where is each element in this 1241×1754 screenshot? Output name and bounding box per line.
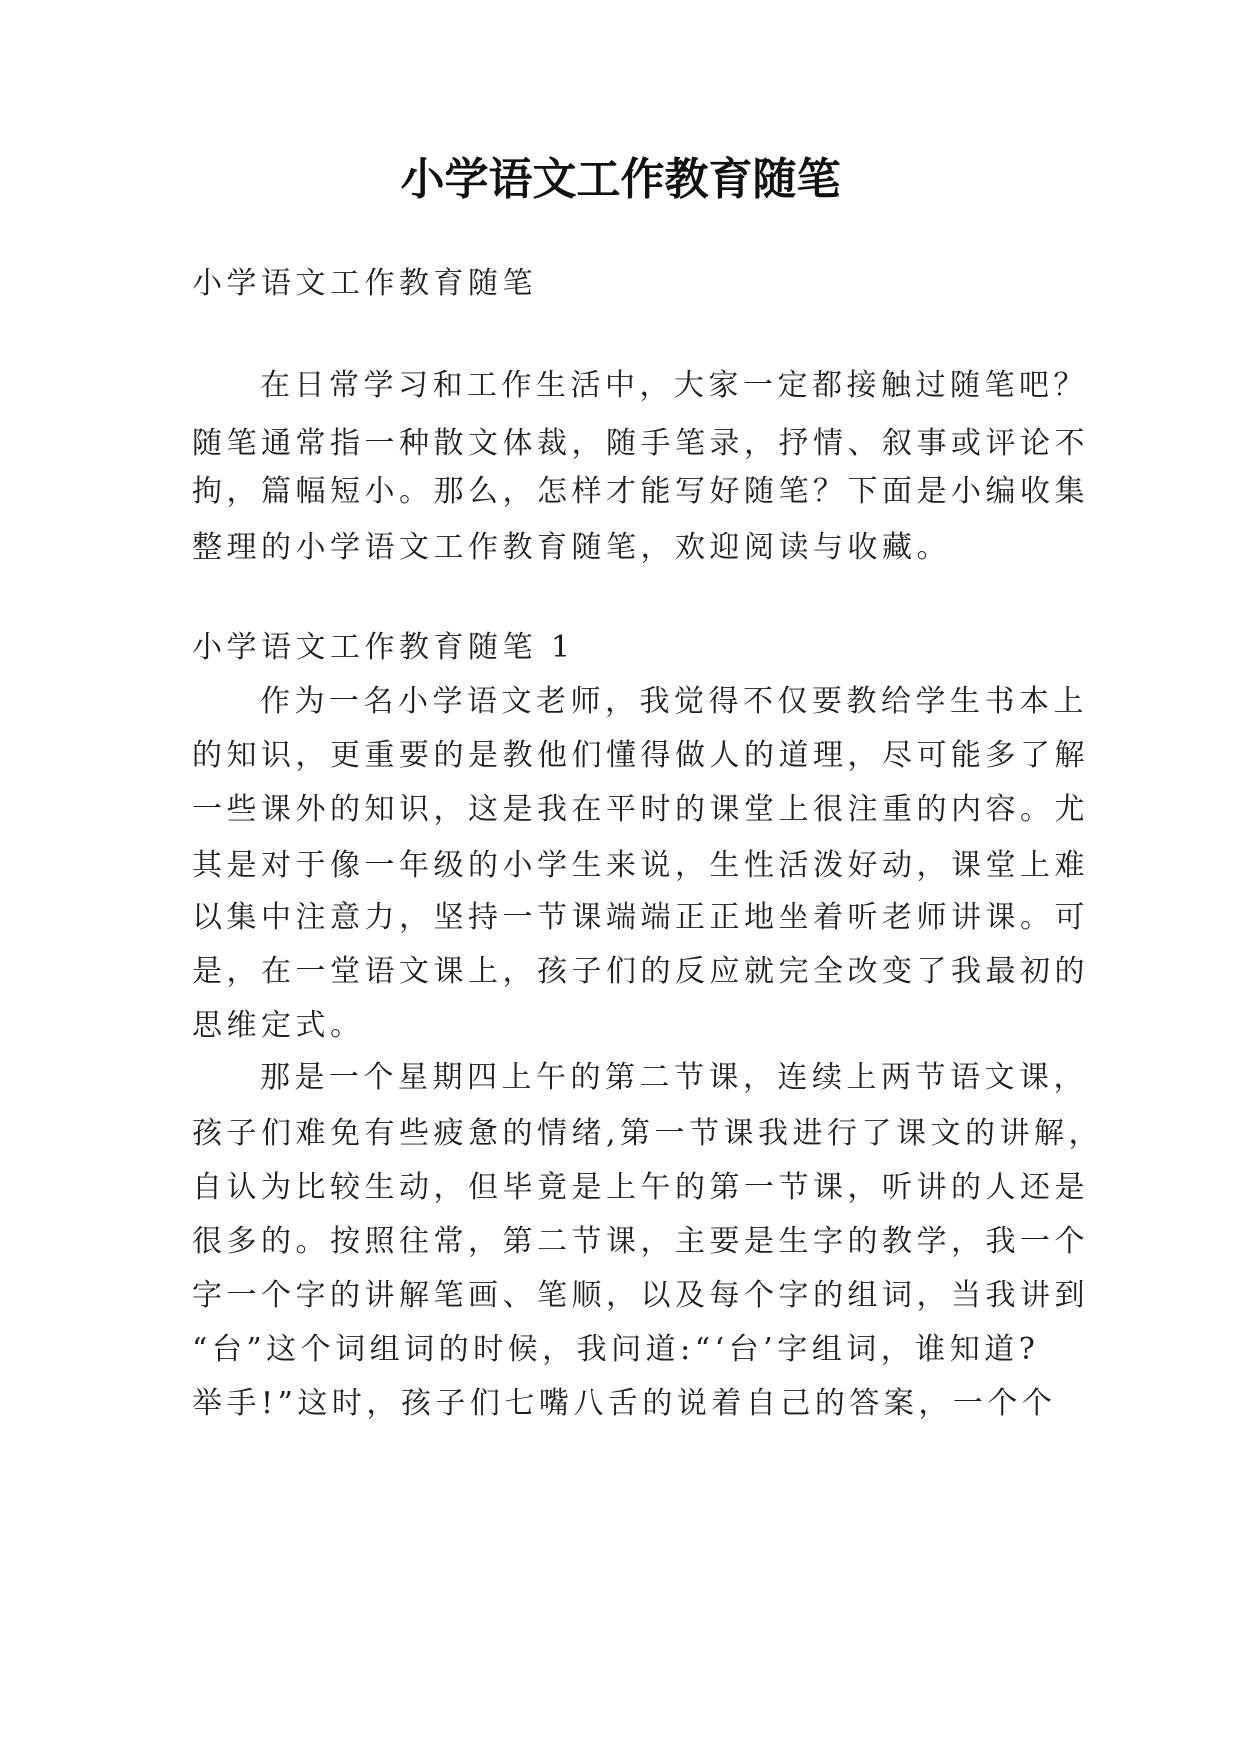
paragraph2-line: 很多的。按照往常，第二节课，主要是生字的教学，我一个 bbox=[192, 1224, 1089, 1259]
paragraph2-line: 那是一个星期四上午的第二节课，连续上两节语文课， bbox=[260, 1060, 1088, 1095]
paragraph1-line: 是，在一堂语文课上，孩子们的反应就完全改变了我最初的 bbox=[192, 954, 1089, 989]
paragraph1-line: 的知识，更重要的是教他们懂得做人的道理，尽可能多了解 bbox=[192, 738, 1089, 773]
document-subtitle: 小学语文工作教育随笔 bbox=[192, 266, 537, 301]
intro-line: 整理的小学语文工作教育随笔，欢迎阅读与收藏。 bbox=[192, 530, 951, 565]
section-heading: 小学语文工作教育随笔 1 bbox=[192, 630, 575, 665]
paragraph1-line: 其是对于像一年级的小学生来说，生性活泼好动，课堂上难 bbox=[192, 848, 1089, 883]
paragraph2-line: 举手!”这时，孩子们七嘴八舌的说着自己的答案，一个个 bbox=[192, 1386, 1057, 1421]
intro-line: 在日常学习和工作生活中，大家一定都接触过随笔吧？ bbox=[260, 368, 1088, 403]
paragraph1-line: 以集中注意力，坚持一节课端端正正地坐着听老师讲课。可 bbox=[192, 900, 1089, 935]
intro-line: 拘，篇幅短小。那么，怎样才能写好随笔？下面是小编收集 bbox=[192, 474, 1089, 509]
document-title: 小学语文工作教育随笔 bbox=[400, 154, 841, 205]
paragraph2-line: “台”这个词组词的时候，我问道:“‘台’字组词，谁知道? bbox=[192, 1332, 1040, 1367]
paragraph1-line: 一些课外的知识，这是我在平时的课堂上很注重的内容。尤 bbox=[192, 792, 1089, 827]
paragraph1-line: 作为一名小学语文老师，我觉得不仅要教给学生书本上 bbox=[260, 684, 1088, 719]
intro-line: 随笔通常指一种散文体裁，随手笔录，抒情、叙事或评论不 bbox=[192, 426, 1089, 461]
paragraph2-line: 字一个字的讲解笔画、笔顺，以及每个字的组词，当我讲到 bbox=[192, 1278, 1089, 1313]
paragraph2-line: 孩子们难免有些疲惫的情绪,第一节课我进行了课文的讲解， bbox=[192, 1116, 1104, 1151]
paragraph1-line: 思维定式。 bbox=[192, 1008, 365, 1043]
paragraph2-line: 自认为比较生动，但毕竟是上午的第一节课，听讲的人还是 bbox=[192, 1170, 1089, 1205]
